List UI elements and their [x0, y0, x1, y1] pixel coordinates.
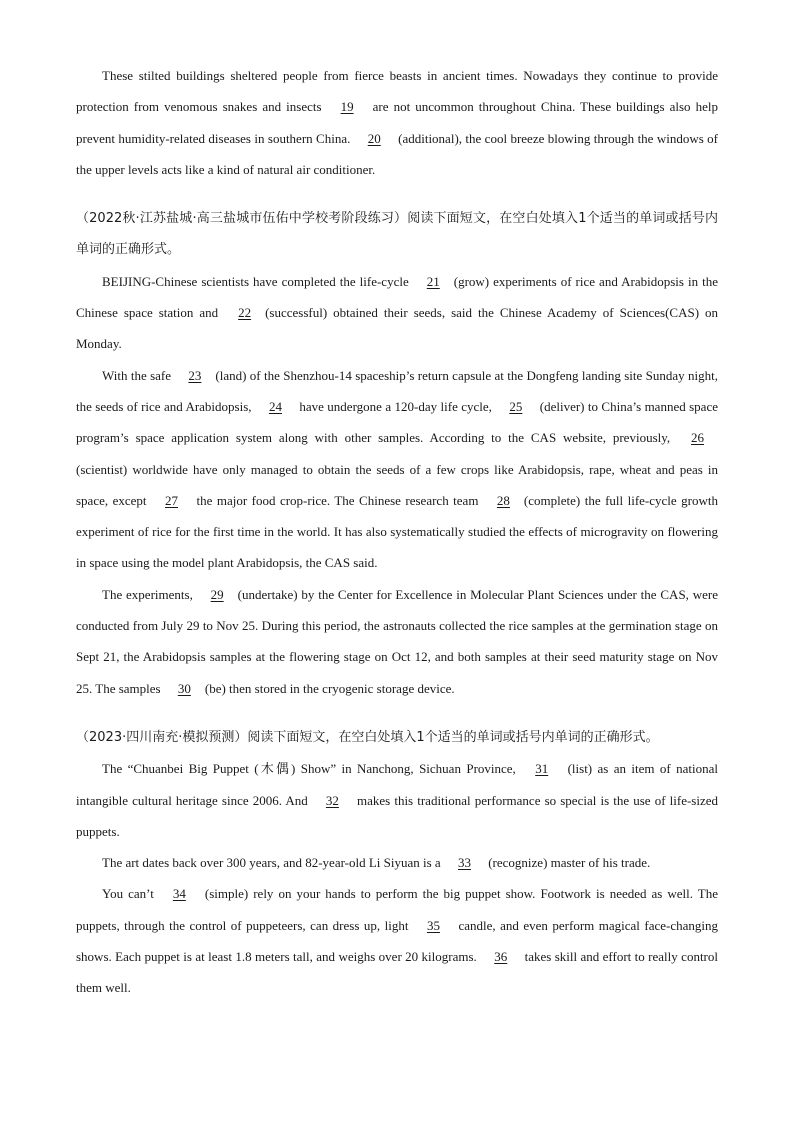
answer-blank[interactable]: 20 — [367, 130, 381, 146]
passage-text: (grow) experiments of rice and Arabidopsis in the Chinese space station and — [76, 273, 718, 321]
answer-blank[interactable]: 19 — [340, 99, 354, 115]
answer-blank[interactable]: 26 — [691, 430, 704, 446]
answer-blank[interactable]: 36 — [494, 949, 508, 965]
answer-blank[interactable]: 24 — [268, 398, 282, 414]
passage-text: With the safe — [102, 367, 175, 383]
passage-text: makes this traditional performance so special is the use of life-sized puppets. — [76, 792, 719, 839]
passage-text: (land) of the Shenzhou-14 spaceship’s return capsule at the Dongfeng landing site Sunday night, the seeds of rice and Arabidopsis, — [76, 367, 718, 414]
passage-section — [76, 185, 718, 704]
exercise-instructions: （2023·四川南充·模拟预测）阅读下面短文，在空白处填入1个适当的单词或括号内单词的正确形式。 — [76, 729, 659, 745]
answer-blank[interactable]: 23 — [188, 367, 202, 383]
passage-text: These stilted buildings sheltered people from fierce beasts in ancient times. Nowadays they continue to provide protection from venomous snakes and insects — [76, 68, 718, 115]
answer-blank[interactable]: 31 — [535, 761, 549, 777]
passage-text: (simple) rely on your hands to perform the big puppet show. Footwork is needed as well. The puppets, through the control of puppeteers, can dress up, light — [76, 886, 718, 933]
passage-paragraph — [76, 360, 718, 579]
answer-blank[interactable]: 21 — [426, 273, 440, 289]
passage-text: (complete) the full life-cycle growth experiment of rice for the first time in the world. It has also systematically studied the effects of microgravity on flowering in space using the model plant Arabidopsis, the CAS said. — [76, 492, 718, 571]
section-spacer — [76, 185, 718, 203]
document-body — [76, 60, 718, 1004]
passage-text: the major food crop-rice. The Chinese research team — [192, 492, 483, 508]
passage-text: (scientist) worldwide have only managed to obtain the seeds of a few crops like Arabidopsis, rape, wheat and peas in space, except — [76, 461, 718, 508]
passage-text: (additional), the cool breeze blowing through the windows of the upper levels acts like a kind of natural air conditioner. — [76, 130, 719, 177]
passage-text: are not uncommon throughout China. These buildings also help prevent humidity-related diseases in southern China. — [76, 99, 718, 146]
passage-text: (list) as an item of national intangible cultural heritage since 2006. And — [76, 761, 718, 808]
passage-text: (be) then stored in the cryogenic storage device. — [204, 680, 455, 696]
passage-text: (deliver) to China’s manned space program’s space application system along with other samples. According to the CAS website, previously, — [76, 398, 718, 446]
passage-text: The “Chuanbei Big Puppet (木偶) Show” in Nanchong, Sichuan Province, — [102, 761, 522, 777]
answer-blank[interactable]: 32 — [325, 792, 339, 808]
passage-paragraph — [76, 266, 718, 360]
answer-blank[interactable]: 33 — [457, 855, 471, 871]
passage-text: The experiments, — [102, 586, 197, 602]
passage-paragraph — [76, 753, 718, 847]
answer-blank[interactable]: 35 — [426, 917, 440, 933]
passage-text: The art dates back over 300 years, and 82-year-old Li Siyuan is a — [102, 855, 444, 871]
answer-blank[interactable]: 22 — [238, 305, 252, 321]
passage-text: BEIJING-Chinese scientists have completed the life-cycle — [102, 273, 413, 289]
passage-text: candle, and even perform magical face-changing shows. Each puppet is at least 1.8 meters tall, and weighs over 20 kilograms. — [76, 917, 718, 965]
passage-text: (undertake) by the Center for Excellence in Molecular Plant Sciences under the CAS, were conducted from July 29 to Nov 25. During this period, the astronauts collected the rice samples at the germination stage on Sept 21, the Arabidopsis samples at the flowering stage on Oct 12, and both samples at their seed maturity stage on Nov 25. The samples — [76, 586, 718, 696]
passage-paragraph — [76, 60, 718, 185]
exercise-instructions: （2022秋·江苏盐城·高三盐城市伍佑中学校考阶段练习）阅读下面短文，在空白处填入1个适当的单词或括号内单词的正确形式。 — [76, 211, 718, 258]
passage-text: (recognize) master of his trade. — [484, 855, 651, 871]
answer-blank[interactable]: 28 — [496, 492, 510, 508]
passage-section — [76, 60, 718, 185]
passage-text: (successful) obtained their seeds, said the Chinese Academy of Sciences(CAS) on Monday. — [76, 305, 718, 352]
passage-section — [76, 704, 718, 1004]
passage-paragraph — [76, 878, 718, 1003]
answer-blank[interactable]: 34 — [172, 886, 186, 902]
passage-text: have undergone a 120-day life cycle, — [295, 398, 496, 414]
passage-paragraph — [76, 847, 718, 878]
passage-text: takes skill and effort to really control them well. — [76, 949, 718, 996]
passage-paragraph — [76, 579, 718, 704]
answer-blank[interactable]: 29 — [210, 586, 224, 602]
passage-text: You can’t — [102, 886, 159, 902]
section-spacer — [76, 704, 718, 722]
answer-blank[interactable]: 30 — [177, 680, 191, 696]
answer-blank[interactable]: 27 — [165, 492, 178, 508]
answer-blank[interactable]: 25 — [509, 398, 523, 414]
document-page — [76, 60, 718, 1004]
